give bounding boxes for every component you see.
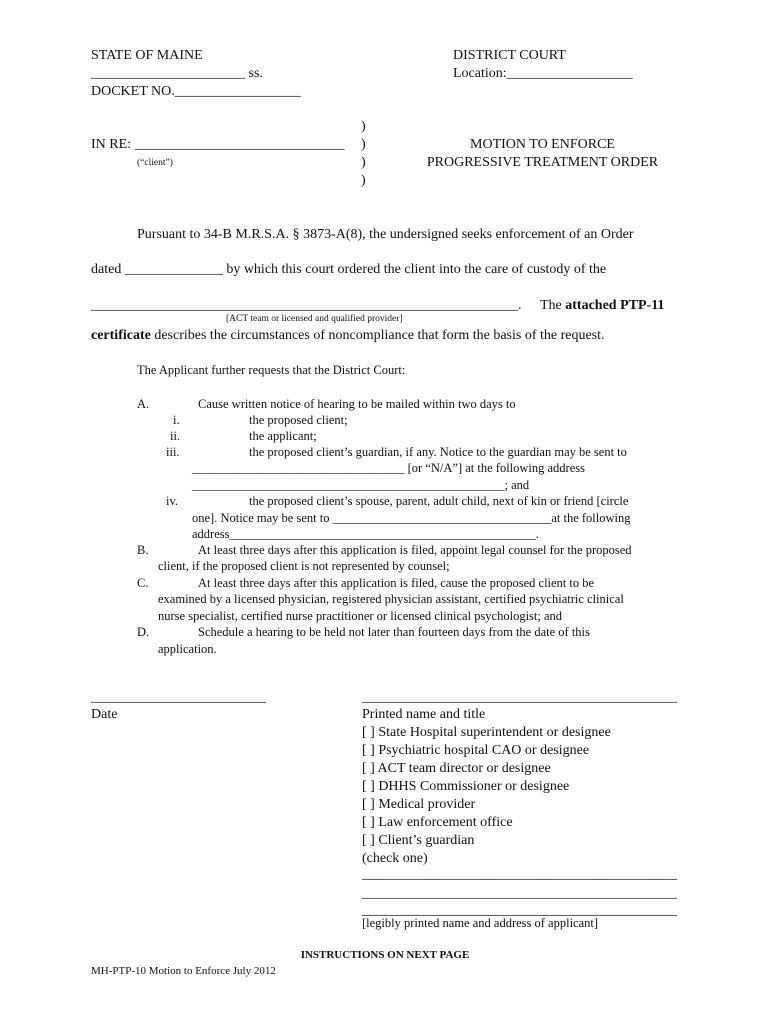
list-item-iii-line: __________________________________________________; and bbox=[192, 478, 530, 492]
list-item-d-line: application. bbox=[158, 642, 217, 656]
applicant-type-checkbox[interactable]: [ ] State Hospital superintendent or designee bbox=[362, 725, 611, 740]
applicant-requests-text: The Applicant further requests that the District Court: bbox=[137, 363, 406, 377]
docket-number-line: DOCKET NO.__________________ bbox=[91, 84, 301, 99]
list-item-d: Schedule a hearing to be held not later than fourteen days from the date of this bbox=[198, 625, 590, 639]
caption-paren: ) bbox=[361, 173, 366, 188]
list-item-iv-line: one]. Notice may be sent to ___________________________________at the following bbox=[192, 511, 631, 525]
caption-paren: ) bbox=[361, 155, 366, 170]
list-item-ii: the applicant; bbox=[249, 429, 317, 443]
list-label-d: D. bbox=[137, 625, 150, 639]
list-label-iv: iv. bbox=[166, 494, 179, 508]
list-label-a: A. bbox=[137, 397, 150, 411]
applicant-address-line: _____________________________________________ bbox=[362, 867, 677, 882]
applicant-type-checkbox[interactable]: [ ] ACT team director or designee bbox=[362, 761, 551, 776]
form-id-footer: MH-PTP-10 Motion to Enforce July 2012 bbox=[91, 965, 276, 977]
printed-name-line: _____________________________________________ bbox=[362, 690, 677, 705]
list-item-iii-line: __________________________________ [or “N/A”] at the following address bbox=[192, 461, 585, 475]
list-label-ii: ii. bbox=[170, 429, 181, 443]
date-label: Date bbox=[91, 707, 118, 722]
body-paragraph-line: Pursuant to 34-B M.R.S.A. § 3873-A(8), the undersigned seeks enforcement of an Order bbox=[137, 227, 634, 242]
body-paragraph-line: certificate describes the circumstances of noncompliance that form the basis of the request. bbox=[91, 328, 605, 343]
list-label-iii: iii. bbox=[166, 445, 180, 459]
custodian-blank-line: _____________________________________________________________. bbox=[91, 298, 522, 313]
list-label-b: B. bbox=[137, 543, 149, 557]
list-item-c-line: nurse specialist, certified nurse practitioner or licensed clinical psychologist; and bbox=[158, 609, 563, 623]
court-location-line: Location:__________________ bbox=[453, 66, 633, 81]
county-ss-line: ______________________ ss. bbox=[91, 66, 263, 81]
applicant-address-line: _____________________________________________ bbox=[362, 903, 677, 918]
check-one-note: (check one) bbox=[362, 851, 428, 866]
list-item-iv: the proposed client’s spouse, parent, adult child, next of kin or friend [circle bbox=[249, 494, 629, 508]
applicant-type-checkbox[interactable]: [ ] Psychiatric hospital CAO or designee bbox=[362, 743, 590, 758]
applicant-address-label: [legibly printed name and address of applicant] bbox=[362, 916, 599, 930]
list-item-b-line: client, if the proposed client is not represented by counsel; bbox=[158, 559, 450, 573]
motion-title-line2: PROGRESSIVE TREATMENT ORDER bbox=[426, 155, 659, 170]
list-item-i: the proposed client; bbox=[249, 413, 348, 427]
applicant-type-checkbox[interactable]: [ ] Law enforcement office bbox=[362, 815, 513, 830]
date-signature-line: _________________________ bbox=[91, 690, 266, 705]
client-label: (“client”) bbox=[137, 158, 173, 168]
in-re-line: IN RE: ______________________________ bbox=[91, 137, 345, 152]
court-heading: DISTRICT COURT bbox=[453, 48, 566, 63]
motion-title-line1: MOTION TO ENFORCE bbox=[470, 137, 615, 152]
list-item-a: Cause written notice of hearing to be mailed within two days to bbox=[198, 397, 516, 411]
printed-name-label: Printed name and title bbox=[362, 707, 486, 722]
applicant-address-line: _____________________________________________ bbox=[362, 886, 677, 901]
caption-paren: ) bbox=[361, 119, 366, 134]
attached-certificate-text: The attached PTP-11 bbox=[540, 298, 665, 313]
list-item-iv-line: address_________________________________________________. bbox=[192, 527, 539, 541]
list-item-iii: the proposed client’s guardian, if any. Notice to the guardian may be sent to bbox=[249, 445, 627, 459]
list-item-b: At least three days after this application is filed, appoint legal counsel for the proposed bbox=[198, 543, 632, 557]
list-label-c: C. bbox=[137, 576, 149, 590]
list-item-c-line: examined by a licensed physician, registered physician assistant, certified psychiatric clinical bbox=[158, 592, 624, 606]
list-item-c: At least three days after this application is filed, cause the proposed client to be bbox=[198, 576, 595, 590]
applicant-type-checkbox[interactable]: [ ] Medical provider bbox=[362, 797, 476, 812]
caption-paren: ) bbox=[361, 137, 366, 152]
body-paragraph-line: dated ______________ by which this court ordered the client into the care of custody of the bbox=[91, 262, 607, 277]
applicant-type-checkbox[interactable]: [ ] Client’s guardian bbox=[362, 833, 475, 848]
instructions-note: INSTRUCTIONS ON NEXT PAGE bbox=[300, 949, 470, 961]
applicant-type-checkbox[interactable]: [ ] DHHS Commissioner or designee bbox=[362, 779, 570, 794]
act-team-label: [ACT team or licensed and qualified provider] bbox=[226, 314, 403, 324]
list-label-i: i. bbox=[173, 413, 180, 427]
state-heading: STATE OF MAINE bbox=[91, 48, 203, 63]
